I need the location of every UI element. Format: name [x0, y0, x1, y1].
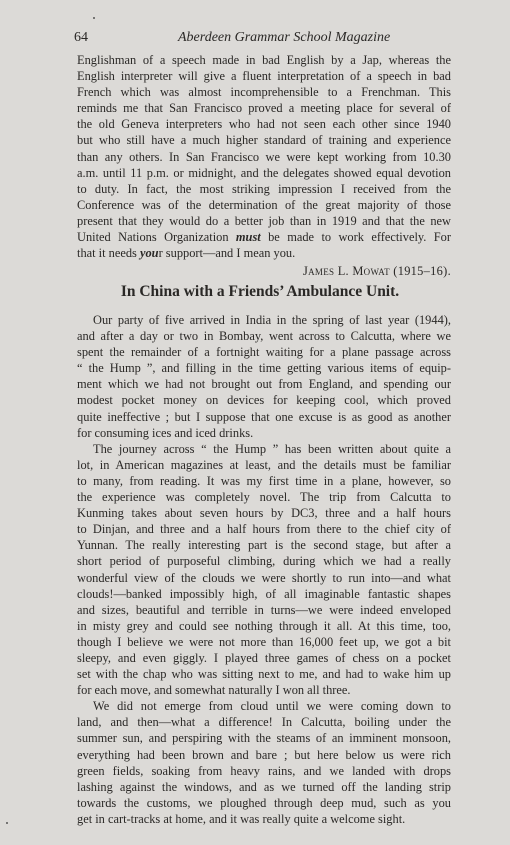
text-line: get in cart-tracks at home, and it was really quite a welcome sight.: [77, 811, 406, 826]
text-line: land, and then—what a difference! In Calcutta, boiling under the: [77, 715, 451, 730]
text-line: everything had been brown and bare ; but here below us were rich: [77, 747, 451, 762]
article-continuation: [77, 52, 451, 279]
text-line: wonderful view of the clouds we were shortly to run into—and what: [77, 570, 451, 585]
text-line: but who still have a much higher standard of training and experience: [77, 133, 451, 148]
page-header: [74, 30, 446, 48]
text-line: that it needs your support—and I mean you.: [77, 246, 296, 261]
text-line: the old Geneva interpreters who had not seen each other since 1940: [77, 117, 451, 132]
text-line: modest pocket money on devices for keeping cool, which proved: [77, 393, 451, 408]
text-line: though I believe we were not more than 16,000 feet up, we got a bit: [77, 634, 451, 649]
text-line: “ the Hump ”, and filling in the time getting various items of equip-: [77, 361, 451, 376]
text-line: reminds me that San Francisco proved a meeting place for several of: [77, 101, 451, 116]
page-number: 64: [74, 30, 88, 45]
text-line: the experience was completely novel. The trip from Calcutta to: [77, 490, 451, 505]
text-line: The journey across “ the Hump ” has been written about quite a: [93, 441, 451, 456]
text-line: a.m. until 11 p.m. or midnight, and the delegates showed equal devotion: [77, 165, 451, 180]
article-title: In China with a Friends’ Ambulance Unit.: [120, 283, 400, 300]
text-line: to duty. In fact, the most striking impression I received from the: [77, 181, 451, 196]
text-line: and sizes, beautiful and terrible in turns—we were indeed enveloped: [77, 602, 451, 617]
text-line: and after a day or two in Bombay, went across to Calcutta, where we: [77, 329, 451, 344]
text-line: than any others. In San Francisco we were kept working from 10.30: [77, 149, 451, 164]
text-line: lot, in American magazines at least, and the details must be familiar: [77, 457, 451, 472]
text-line: to many, from reading. It was my first time in a plane, however, so: [77, 473, 451, 488]
text-line: summer sun, and perspiring with the steams of an imminent monsoon,: [77, 731, 451, 746]
text-line: Yunnan. The really interesting part is the second stage, but after a: [77, 538, 451, 553]
author-signature: James L. Mowat (1915–16).: [302, 264, 451, 279]
text-line: for consuming ices and iced drinks.: [77, 425, 254, 440]
text-line: set with the chap who was sitting next to me, and had to wake him up: [77, 667, 451, 682]
text-line: Kunming takes about seven hours by DC3, three and a half hours: [77, 506, 451, 521]
article-body: [77, 312, 451, 827]
text-line: We did not emerge from cloud until we were coming down to: [93, 699, 451, 714]
text-line: quite ineffective ; but I suppose that one excuse is as good as another: [77, 409, 451, 424]
text-line: towards the customs, we ploughed through deep mud, such as you: [77, 795, 451, 810]
running-title: Aberdeen Grammar School Magazine: [178, 30, 391, 45]
text-line: clouds!—banked impossibly high, of all imaginable fantastic shapes: [77, 586, 451, 601]
text-line: United Nations Organization must be made to work effectively. For: [77, 230, 451, 245]
text-line: green fields, soaking from heavy rains, and we landed with drops: [77, 763, 451, 778]
text-line: English interpreter will give a fluent interpretation of a speech in bad: [77, 69, 451, 84]
text-line: present that they would do a better job than in 1919 and that the new: [77, 213, 451, 228]
text-line: sleepy, and even giggly. I played three games of chess on a pocket: [77, 650, 451, 665]
speck-mark: [93, 17, 95, 19]
text-line: to Dinjan, and three and a half hours from there to the chief city of: [77, 522, 451, 537]
text-line: spent the remainder of a fortnight waiting for a plane passage across: [77, 345, 451, 360]
text-line: Englishman of a speech made in bad English by a Jap, whereas the: [77, 53, 451, 67]
text-line: in misty grey and could see nothing through it all. At this time, too,: [77, 618, 451, 633]
text-line: ment which we had not brought out from England, and spending our: [77, 377, 451, 392]
text-line: Our party of five arrived in India in the spring of last year (1944),: [93, 313, 451, 327]
text-line: lashing against the windows, and as we turned off the landing strip: [77, 779, 451, 794]
speck-mark: [6, 822, 8, 824]
text-line: French which was almost incomprehensible to a Frenchman. This: [77, 85, 451, 100]
text-line: short period of purposeful climbing, during which we had a really: [77, 554, 451, 569]
text-line: for each move, and somewhat naturally I won all three.: [77, 683, 351, 698]
text-line: Conference was of the determination of the great majority of those: [77, 197, 451, 212]
